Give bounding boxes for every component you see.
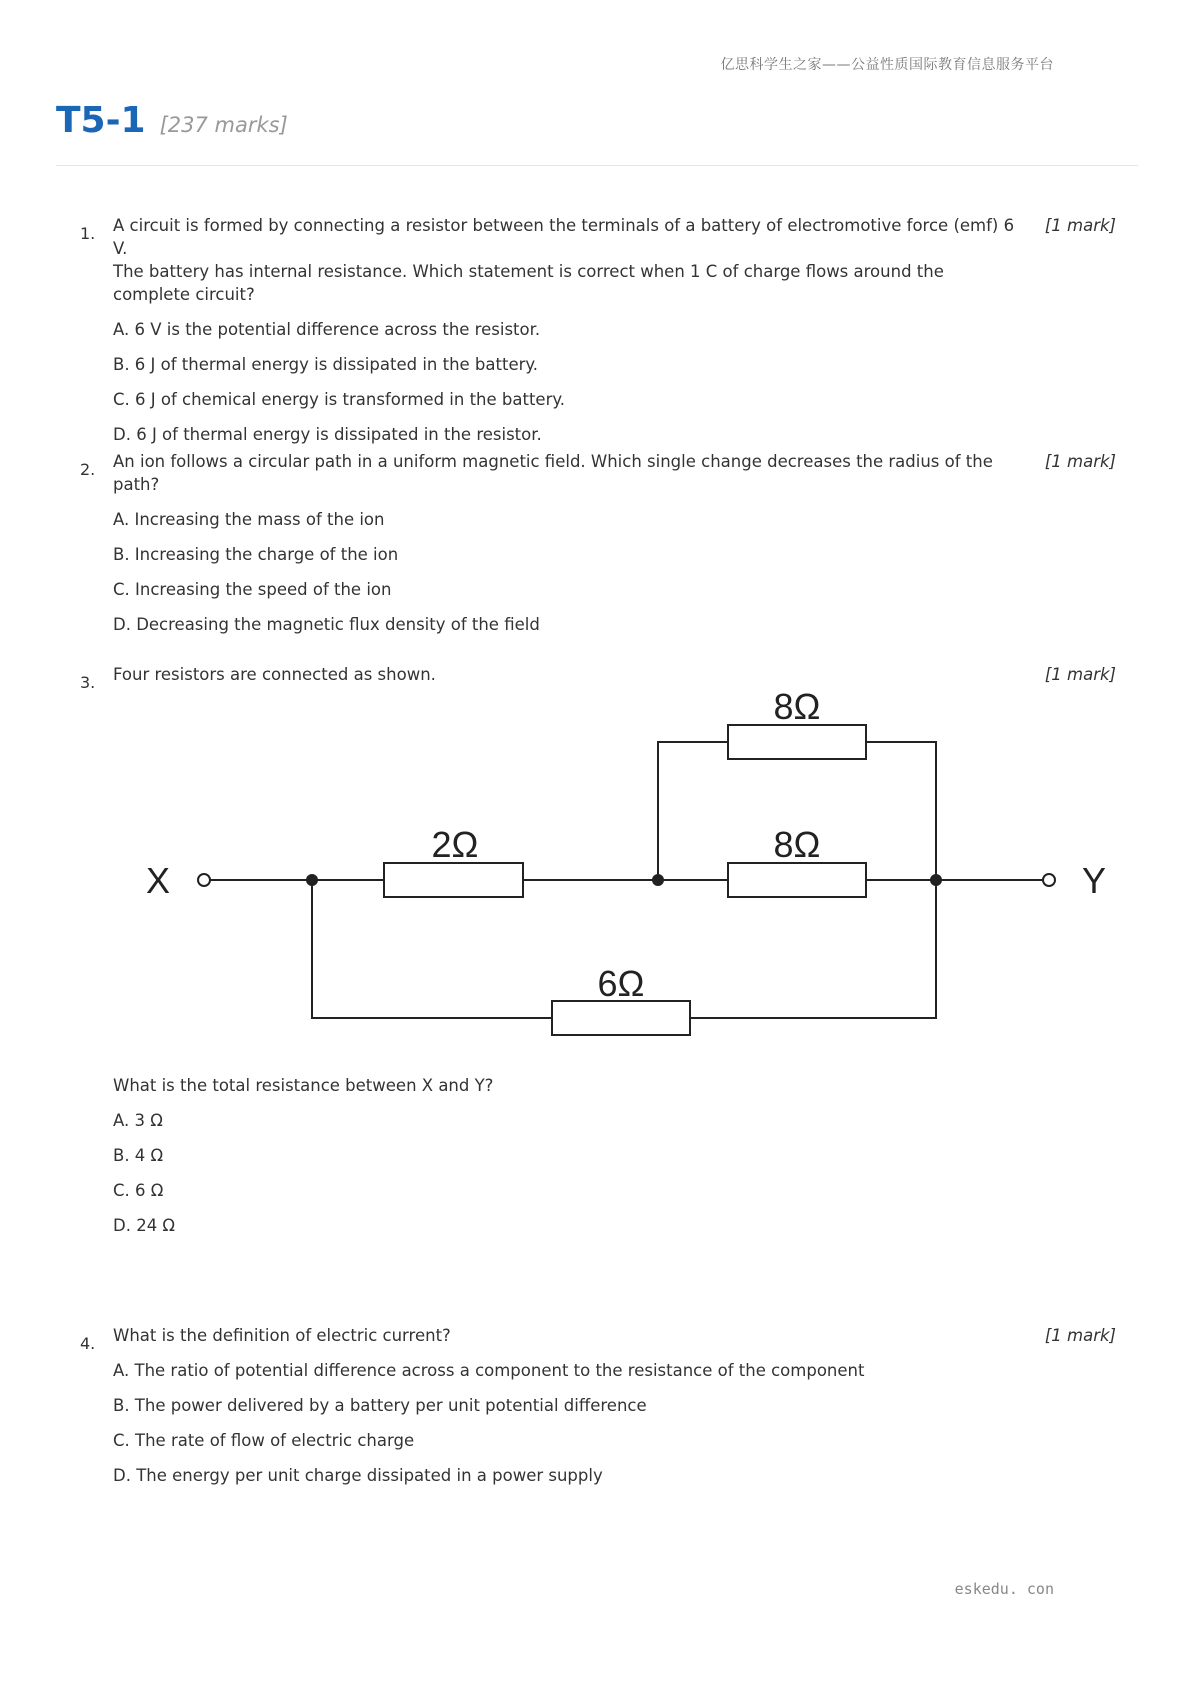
question-text-line: An ion follows a circular path in a uniform magnetic field. Which single change decreases the radius of the path? — [113, 452, 993, 494]
option-c: C. Increasing the speed of the ion — [113, 580, 392, 599]
option-d: D. 24 Ω — [113, 1216, 176, 1235]
question-text-line: A circuit is formed by connecting a resistor between the terminals of a battery of electromotive force (emf) 6 V. — [113, 216, 1015, 258]
terminal-x-label: X — [145, 860, 171, 901]
watermark-text: 亿思科学生之家——公益性质国际教育信息服务平台 — [720, 57, 1054, 73]
question-mark: [1 mark] — [1044, 665, 1116, 684]
page-title: T5-1 — [56, 100, 146, 141]
option-c: C. The rate of flow of electric charge — [113, 1431, 415, 1450]
question-number: 3. — [80, 673, 96, 692]
question-number: 1. — [80, 224, 96, 243]
question-mark: [1 mark] — [1044, 1326, 1116, 1345]
option-a: A. 3 Ω — [113, 1111, 163, 1130]
footer-site: eskedu. con — [954, 1580, 1054, 1598]
option-b: B. 6 J of thermal energy is dissipated in the battery. — [113, 355, 539, 374]
terminal-x-icon — [198, 874, 210, 886]
option-c: C. 6 Ω — [113, 1181, 164, 1200]
junction-dot — [306, 874, 318, 886]
option-b: B. Increasing the charge of the ion — [113, 545, 399, 564]
label-2ohm: 2Ω — [431, 824, 479, 865]
total-marks: [237 marks] — [159, 113, 288, 137]
option-a: A. Increasing the mass of the ion — [113, 510, 385, 529]
question-text-line: The battery has internal resistance. Which statement is correct when 1 C of charge flows around the complete circuit? — [113, 262, 944, 304]
junction-dot — [930, 874, 942, 886]
question-3-answers — [80, 1074, 1116, 1237]
sub-question-text: What is the total resistance between X and Y? — [113, 1076, 494, 1095]
resistor-2ohm — [384, 863, 523, 897]
question-number: 4. — [80, 1334, 96, 1353]
option-a: A. The ratio of potential difference across a component to the resistance of the component — [113, 1361, 865, 1380]
junction-dot — [652, 874, 664, 886]
question-text-line: Four resistors are connected as shown. — [113, 665, 436, 684]
question-text-line: What is the definition of electric current? — [113, 1326, 451, 1345]
question-4 — [80, 1324, 1116, 1487]
wire — [658, 742, 728, 880]
option-d: D. The energy per unit charge dissipated in a power supply — [113, 1466, 603, 1485]
wire — [312, 880, 552, 1018]
resistor-6ohm — [552, 1001, 690, 1035]
option-d: D. 6 J of thermal energy is dissipated in the resistor. — [113, 425, 542, 444]
option-a: A. 6 V is the potential difference across the resistor. — [113, 320, 541, 339]
question-mark: [1 mark] — [1044, 216, 1116, 235]
label-6ohm: 6Ω — [597, 963, 645, 1004]
resistor-8ohm-top — [728, 725, 866, 759]
option-c: C. 6 J of chemical energy is transformed in the battery. — [113, 390, 566, 409]
option-b: B. The power delivered by a battery per unit potential difference — [113, 1396, 647, 1415]
option-d: D. Decreasing the magnetic flux density of the field — [113, 615, 540, 634]
question-text — [113, 1324, 1116, 1347]
wire — [690, 880, 936, 1018]
option-b: B. 4 Ω — [113, 1146, 164, 1165]
question-mark: [1 mark] — [1044, 452, 1116, 471]
resistor-8ohm-middle — [728, 863, 866, 897]
label-8ohm-top: 8Ω — [773, 686, 821, 727]
wire — [866, 742, 936, 880]
question-number: 2. — [80, 460, 96, 479]
terminal-y-label: Y — [1081, 860, 1107, 901]
terminal-y-icon — [1043, 874, 1055, 886]
label-8ohm-middle: 8Ω — [773, 824, 821, 865]
